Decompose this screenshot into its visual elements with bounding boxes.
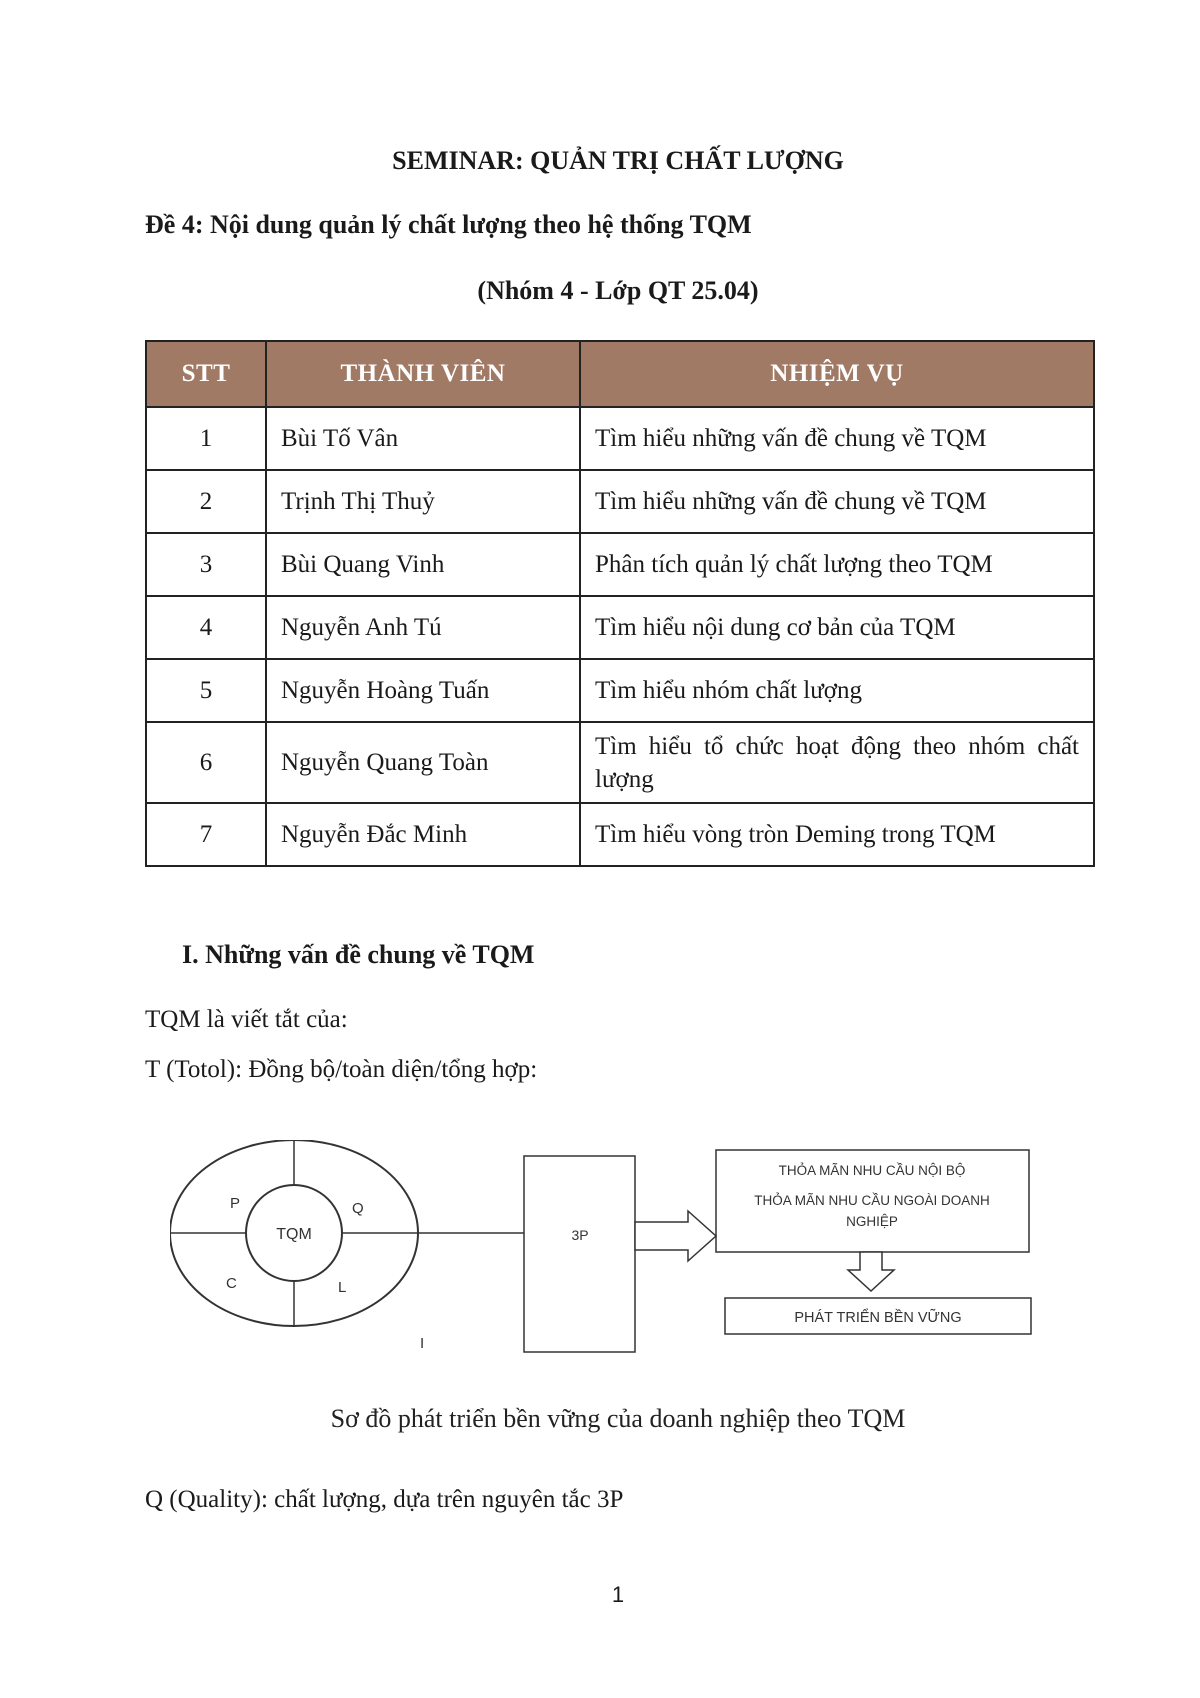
row-stt: 5: [146, 659, 266, 722]
document-title: SEMINAR: QUẢN TRỊ CHẤT LƯỢNG: [392, 146, 844, 175]
sustainable-label: PHÁT TRIỂN BỀN VỮNG: [794, 1310, 962, 1326]
quadrant-l-label: L: [338, 1279, 347, 1296]
row-member: Trịnh Thị Thuỷ: [266, 470, 580, 533]
header-member: THÀNH VIÊN: [266, 341, 580, 407]
quadrant-c-label: C: [226, 1275, 237, 1292]
table-row: [146, 596, 1094, 659]
table-row: [146, 407, 1094, 470]
row-member: Nguyễn Anh Tú: [266, 596, 580, 659]
row-stt: 7: [146, 803, 266, 866]
quadrant-p-label: P: [230, 1195, 241, 1212]
page-number: 1: [611, 1582, 625, 1607]
tqm-diagram: [170, 1140, 1100, 1370]
table-row: [146, 803, 1094, 866]
row-stt: 2: [146, 470, 266, 533]
diagram-caption: Sơ đồ phát triển bền vững của doanh nghiệp theo TQM: [330, 1404, 906, 1433]
row-member: Bùi Tố Vân: [266, 407, 580, 470]
row-stt: 3: [146, 533, 266, 596]
table-row: [146, 470, 1094, 533]
quadrant-q-label: Q: [352, 1200, 364, 1217]
box-3p-label: 3P: [571, 1227, 589, 1243]
row-member: Nguyễn Đắc Minh: [266, 803, 580, 866]
row-task: Tìm hiểu nội dung cơ bản của TQM: [580, 596, 1094, 659]
paragraph-tqm-abbrev: TQM là viết tắt của:: [145, 1006, 348, 1033]
section-heading: I. Những vấn đề chung về TQM: [182, 940, 535, 969]
header-stt: STT: [146, 341, 266, 407]
right-arrow-icon: [635, 1211, 716, 1261]
table-row: [146, 659, 1094, 722]
group-info: (Nhóm 4 - Lớp QT 25.04): [477, 276, 759, 305]
table-row: [146, 533, 1094, 596]
row-task: Phân tích quản lý chất lượng theo TQM: [580, 533, 1094, 596]
needs-external-label: THỎA MÃN NHU CẦU NGOÀI DOANH: [754, 1193, 990, 1208]
diagram-mark: I: [420, 1335, 425, 1352]
header-task: NHIỆM VỤ: [580, 341, 1094, 407]
table-row: [146, 722, 1094, 803]
box-3p: [524, 1156, 635, 1352]
members-table: [145, 340, 1095, 867]
row-member: Bùi Quang Vinh: [266, 533, 580, 596]
row-task: Tìm hiểu những vấn đề chung về TQM: [580, 470, 1094, 533]
row-task: Tìm hiểu những vấn đề chung về TQM: [580, 407, 1094, 470]
down-arrow-icon: [848, 1252, 894, 1291]
row-stt: 4: [146, 596, 266, 659]
needs-internal-label: THỎA MÃN NHU CẦU NỘI BỘ: [778, 1163, 966, 1178]
needs-external-label-cont: NGHIỆP: [846, 1214, 898, 1229]
row-member: Nguyễn Hoàng Tuấn: [266, 659, 580, 722]
row-stt: 1: [146, 407, 266, 470]
paragraph-quality: Q (Quality): chất lượng, dựa trên nguyên tắc 3P: [145, 1486, 624, 1513]
table-header-row: [146, 341, 1094, 407]
row-task: Tìm hiểu tổ chức hoạt động theo nhóm chất lượng: [580, 722, 1094, 803]
row-member: Nguyễn Quang Toàn: [266, 722, 580, 803]
tqm-center-label: TQM: [276, 1226, 312, 1243]
row-task: Tìm hiểu nhóm chất lượng: [580, 659, 1094, 722]
row-stt: 6: [146, 722, 266, 803]
seminar-subject: Đề 4: Nội dung quản lý chất lượng theo hệ thống TQM: [145, 210, 752, 239]
paragraph-total: T (Totol): Đồng bộ/toàn diện/tổng hợp:: [145, 1056, 538, 1083]
row-task: Tìm hiểu vòng tròn Deming trong TQM: [580, 803, 1094, 866]
